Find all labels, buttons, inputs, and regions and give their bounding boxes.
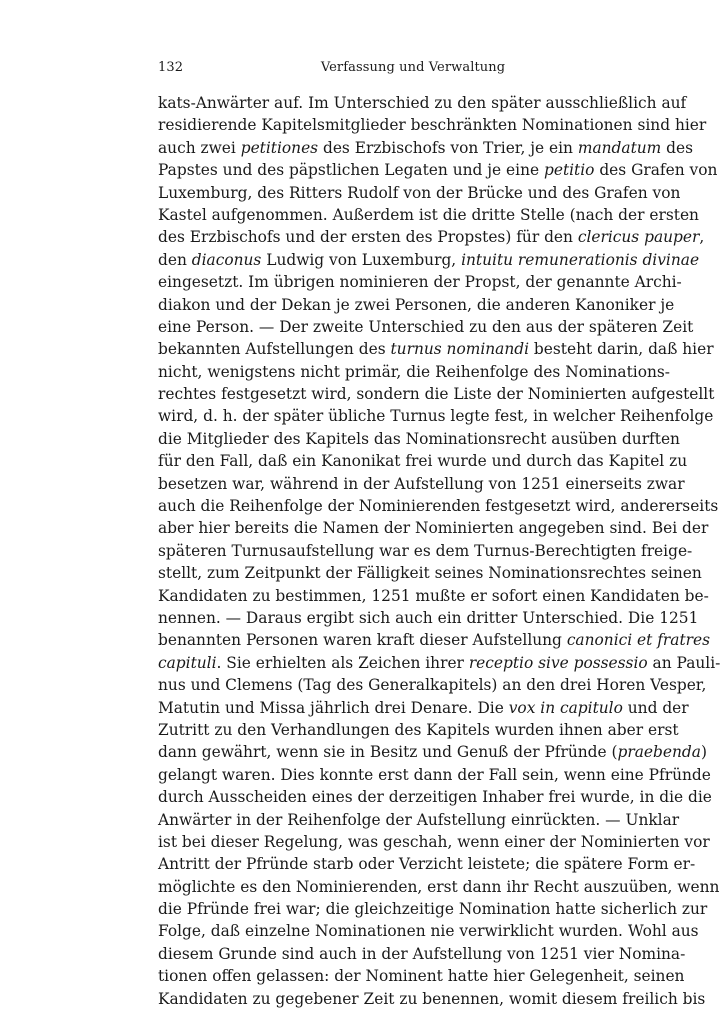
text-run: . Sie erhielten als Zeichen ihrer [216,653,469,672]
text-run: diesem Grunde sind auch in der Aufstellung von 1251 vier Nomina- [158,944,686,963]
italic-term: canonici et fratres [566,631,711,650]
italic-term: receptio sive possessio [468,653,648,672]
text-line [158,338,714,360]
text-line [158,473,685,495]
italic-term: turnus nominandi [390,340,530,359]
text-line [158,137,694,159]
text-line [158,204,699,226]
text-run: Folge, daß einzelne Nominationen nie verwirklicht wurden. Wohl aus [158,922,699,941]
text-run: möglichte es den Nominierenden, erst dann ihr Recht auszuüben, wenn [158,877,720,896]
text-run: dann gewährt, wenn sie in Besitz und Genuß der Pfründe ( [158,743,618,762]
text-run: besetzen war, während in der Aufstellung von 1251 einerseits zwar [158,474,685,493]
text-run: des Erzbischofs und der ersten des Propstes) für den [158,228,578,247]
text-line [158,741,707,763]
text-run: eine Person. — Der zweite Unterschied zu den aus der späteren Zeit [158,317,694,336]
text-run: des Erzbischofs von Trier, je ein [318,138,578,157]
text-run: nus und Clemens (Tag des Generalkapitels) an den drei Horen Vesper, [158,676,707,695]
text-line [158,809,680,831]
text-run: Anwärter in der Reihenfolge der Aufstellung einrückten. — Unklar [158,810,680,829]
text-run: wird, d. h. der später übliche Turnus legte fest, in welcher Reihenfolge [158,407,714,426]
text-run: Kandidaten zu gegebener Zeit zu benennen, womit diesem freilich bis [158,989,706,1008]
text-run: die Mitglieder des Kapitels das Nominationsrecht ausüben durften [158,429,680,448]
text-line [158,159,718,181]
text-line [158,271,682,293]
italic-term: vox in capitulo [508,698,623,717]
text-run: Antritt der Pfründe starb oder Verzicht leistete; die spätere Form er- [158,855,696,874]
text-run: und der [622,698,689,717]
text-run: ist bei dieser Regelung, was geschah, wenn einer der Nominierten vor [158,832,710,851]
text-run: besteht darin, daß hier [529,340,714,359]
text-line [158,450,688,472]
text-line [158,697,689,719]
text-line [158,853,696,875]
italic-term: clericus pauper [577,228,700,247]
text-line [158,92,687,114]
text-run: auch die Reihenfolge der Nominierenden festgesetzt wird, andererseits [158,497,719,516]
italic-term: diaconus [191,250,262,269]
text-line [158,114,707,136]
text-run: , [699,228,705,247]
text-line [158,786,712,808]
text-run: eingesetzt. Im übrigen nominieren der Propst, der genannte Archi- [158,273,682,292]
text-run: ) [700,743,707,762]
text-run: benannten Personen waren kraft dieser Aufstellung [158,631,567,650]
text-line [158,517,709,539]
text-line [158,988,706,1010]
text-line [158,495,719,517]
text-line [158,585,709,607]
italic-term: petitio [543,161,595,180]
text-run: des [661,138,694,157]
text-run: Ludwig von Luxemburg, [261,250,462,269]
text-run: nicht, wenigstens nicht primär, die Reihenfolge des Nominations- [158,362,670,381]
text-line [158,920,699,942]
text-run: stellt, zum Zeitpunkt der Fälligkeit seines Nominationsrechtes seinen [158,564,702,583]
text-run: tionen offen gelassen: der Nominent hatte hier Gelegenheit, seinen [158,967,685,986]
page-number: 132 [158,60,184,75]
text-run: den [158,250,192,269]
text-run: des Grafen von [594,161,718,180]
text-line [158,898,708,920]
text-run: Matutin und Missa jährlich drei Denare. Die [158,698,509,717]
text-line [158,629,711,651]
text-run: Luxemburg, des Ritters Rudolf von der Brücke und des Grafen von [158,183,681,202]
text-line [158,876,720,898]
text-run: Kastel aufgenommen. Außerdem ist die dritte Stelle (nach der ersten [158,205,699,224]
text-line [158,764,711,786]
text-run: gelangt waren. Dies konnte erst dann der Fall sein, wenn eine Pfründe [158,765,711,784]
italic-term: praebenda [617,743,701,762]
text-run: diakon und der Dekan je zwei Personen, die anderen Kanoniker je [158,295,675,314]
text-run: kats-Anwärter auf. Im Unterschied zu den später ausschließlich auf [158,94,687,112]
text-line [158,607,699,629]
text-line [158,294,675,316]
text-run: aber hier bereits die Namen der Nominierten angegeben sind. Bei der [158,519,709,538]
text-run: durch Ausscheiden eines der derzeitigen Inhaber frei wurde, in die die [158,788,712,807]
text-run: bekannten Aufstellungen des [158,340,391,359]
text-run: nennen. — Daraus ergibt sich auch ein dritter Unterschied. Die 1251 [158,608,699,627]
italic-term: petitiones [240,138,319,157]
text-run: auch zwei [158,138,241,157]
text-line [158,943,686,965]
text-line [158,182,681,204]
text-line [158,249,700,271]
text-line [158,674,707,696]
text-run: für den Fall, daß ein Kanonikat frei wurde und durch das Kapitel zu [158,452,688,471]
text-line [158,383,715,405]
italic-term: intuitu remunerationis divinae [461,250,700,269]
text-line [158,965,685,987]
italic-term: capituli [158,653,217,672]
text-run: residierende Kapitelsmitglieder beschränkten Nominationen sind hier [158,116,707,135]
text-line [158,719,679,741]
text-line [158,405,714,427]
text-run: Zutritt zu den Verhandlungen des Kapitels wurden ihnen aber erst [158,720,679,739]
running-title: Verfassung und Verwaltung [320,60,506,75]
text-run: rechtes festgesetzt wird, sondern die Liste der Nominierten aufgestellt [158,385,715,404]
text-line [158,562,702,584]
text-run: Papstes und des päpstlichen Legaten und je eine [158,161,544,180]
body-text [158,92,720,1010]
text-run: späteren Turnusaufstellung war es dem Turnus-Berechtigten freige- [158,541,693,560]
page-header [158,60,668,80]
text-run: die Pfründe frei war; die gleichzeitige Nomination hatte sicherlich zur [158,900,708,919]
text-run: an Pauli- [647,653,720,672]
text-line [158,540,693,562]
text-run: Kandidaten zu bestimmen, 1251 mußte er sofort einen Kandidaten be- [158,586,709,605]
text-line [158,652,720,674]
text-line [158,316,694,338]
text-line [158,428,680,450]
text-line [158,831,710,853]
italic-term: mandatum [577,138,662,157]
text-line [158,361,670,383]
text-line [158,226,705,248]
